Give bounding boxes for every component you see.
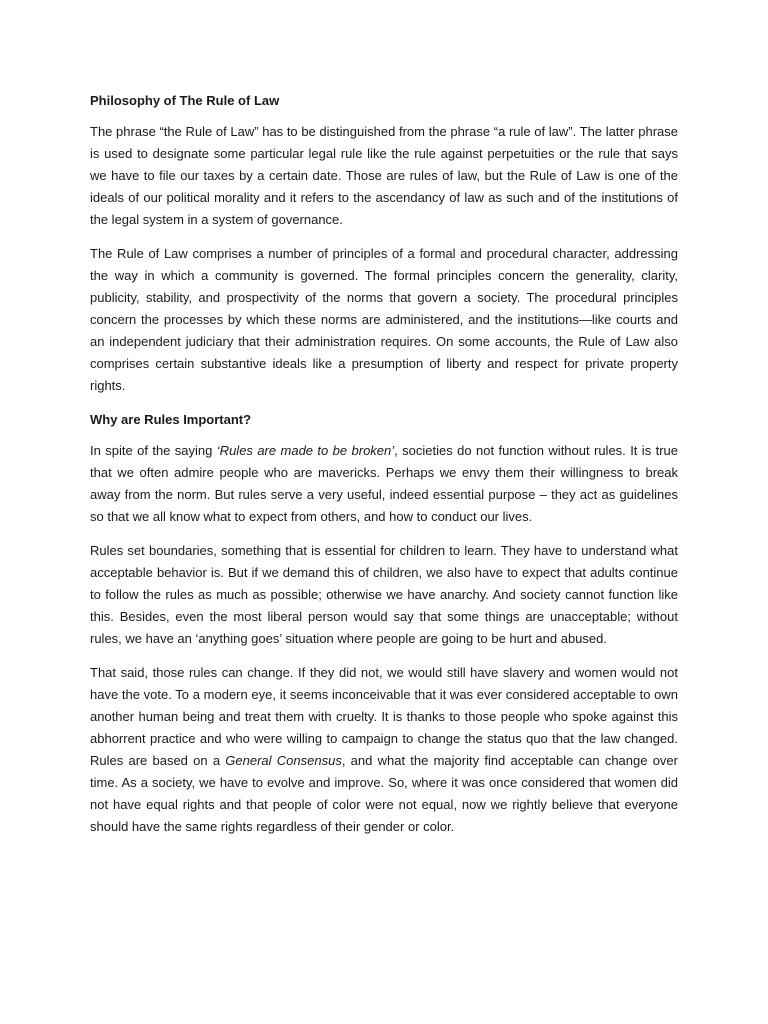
text-run: In spite of the saying — [90, 443, 217, 458]
paragraph-rules-change — [90, 662, 678, 838]
text-run: , societies do not function without rules. It is true that we often admire people who are mavericks. Perhaps we envy them their willingness to break away from the norm. But rules serve a very useful, indeed essential purpose – they act as guidelines so that we all know what to expect from others, and how to conduct our lives. — [90, 443, 678, 524]
emphasized-term: General Consensus — [225, 753, 342, 768]
text-run: That said, those rules can change. If they did not, we would still have slavery and women would not have the vote. To a modern eye, it seems inconceivable that it was ever considered acceptable to own another human being and treat them with cruelty. It is thanks to those people who spoke against this abhorrent practice and who were willing to campaign to change the status quo that the law changed. Rules are based on a — [90, 665, 678, 768]
paragraph-rules-saying — [90, 440, 678, 528]
text-run: , and what the majority find acceptable can change over time. As a society, we have to evolve and improve. So, where it was once considered that women did not have equal rights and that people of color were not equal, now we rightly believe that everyone should have the same rights regardless of their gender or color. — [90, 753, 678, 834]
document-body — [90, 90, 678, 850]
paragraph-rule-of-law-principles: The Rule of Law comprises a number of principles of a formal and procedural character, addressing the way in which a community is governed. The formal principles concern the generality, clarity, publicity, stability, and prospectivity of the norms that govern a society. The procedural principles concern the processes by which these norms are administered, and the institutions—like courts and an independent judiciary that their administration requires. On some accounts, the Rule of Law also comprises certain substantive ideals like a presumption of liberty and respect for private property rights. — [90, 246, 678, 393]
paragraph-rules-boundaries: Rules set boundaries, something that is essential for children to learn. They have to understand what acceptable behavior is. But if we demand this of children, we also have to expect that adults continue to follow the rules as much as possible; otherwise we have anarchy. And society cannot function like this. Besides, even the most liberal person would say that some things are unacceptable; without rules, we have an ‘anything goes’ situation where people are going to be hurt and abused. — [90, 543, 678, 646]
paragraph-rule-of-law-distinction: The phrase “the Rule of Law” has to be distinguished from the phrase “a rule of law”. The latter phrase is used to designate some particular legal rule like the rule against perpetuities or the rule that says we have to file our taxes by a certain date. Those are rules of law, but the Rule of Law is one of the ideals of our political morality and it refers to the ascendancy of law as such and of the institutions of the legal system in a system of governance. — [90, 124, 678, 227]
quoted-saying: ‘Rules are made to be broken’ — [216, 443, 395, 458]
section-heading-philosophy: Philosophy of The Rule of Law — [90, 93, 280, 108]
section-heading-why-rules: Why are Rules Important? — [90, 412, 252, 427]
